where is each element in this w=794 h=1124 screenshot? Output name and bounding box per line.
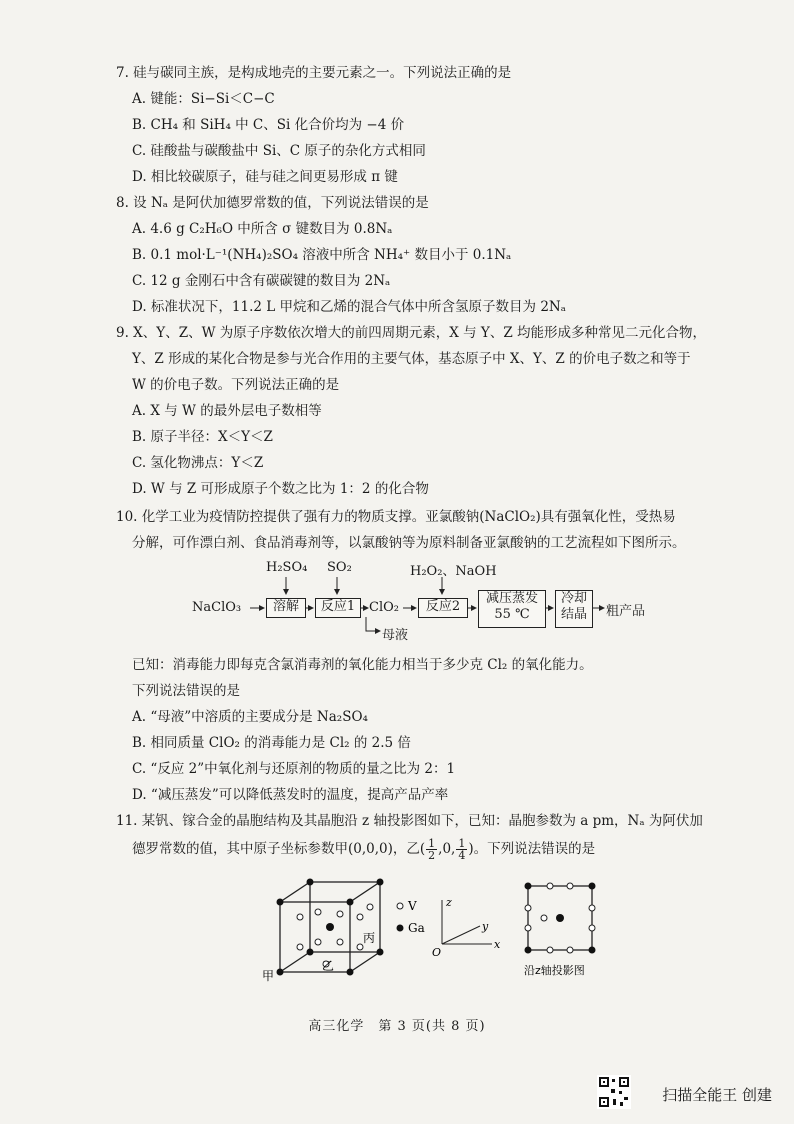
- legend-ga-symbol: [397, 925, 404, 932]
- q10-option-b: B. 相同质量 ClO₂ 的消毒能力是 Cl₂ 的 2.5 倍: [132, 735, 411, 751]
- q10-option-a: A. “母液”中溶质的主要成分是 Na₂SO₄: [132, 709, 368, 725]
- crystal-label: 结晶: [560, 607, 587, 622]
- label-yi: 乙: [322, 959, 335, 973]
- fraction-one-half: [426, 838, 437, 861]
- frac1-num: 1: [428, 837, 436, 850]
- legend-v-symbol: [397, 903, 403, 909]
- axis-z-label: z: [446, 896, 452, 909]
- q11-stem-text-b: )。下列说法错误的是: [468, 841, 596, 857]
- reagent-h2o2-naoh: H₂O₂、NaOH: [410, 564, 497, 579]
- step-reaction1: 反应1: [315, 598, 361, 618]
- q9-option-a: A. X 与 W 的最外层电子数相等: [132, 403, 322, 419]
- q7-stem: 7. 硅与碳同主族，是构成地壳的主要元素之一。下列说法正确的是: [116, 65, 512, 81]
- evap-temp: 55 ℃: [494, 607, 530, 622]
- step-dissolve: 溶解: [266, 598, 306, 618]
- q10-known: 已知：消毒能力即每克含氯消毒剂的氧化能力相当于多少克 Cl₂ 的氧化能力。: [132, 657, 593, 673]
- q9-option-b: B. 原子半径：X＜Y＜Z: [132, 429, 273, 445]
- axis-origin-label: O: [432, 946, 442, 959]
- q11-coord-mid: ,0,: [438, 841, 456, 857]
- projection-caption: 沿z轴投影图: [524, 964, 585, 977]
- scanner-watermark: 扫描全能王 创建: [662, 1086, 772, 1104]
- projection-ga-atoms: [525, 883, 596, 954]
- page-footer: 高三化学 第 3 页(共 8 页): [308, 1019, 486, 1034]
- q11-stem-line1: 11. 某钒、镓合金的晶胞结构及其晶胞沿 z 轴投影图如下，已知：晶胞参数为 a pm，Nₐ 为阿伏加: [116, 813, 703, 829]
- q9-stem-line3: W 的价电子数。下列说法正确的是: [132, 377, 340, 393]
- cool-label: 冷却: [560, 591, 587, 606]
- step-reaction2: 反应2: [418, 598, 468, 618]
- fraction-one-quarter: [456, 838, 467, 861]
- legend-v: V: [408, 899, 417, 913]
- byproduct-mother-liquor: 母液: [382, 628, 409, 643]
- q7-option-b: B. CH₄ 和 SiH₄ 中 C、Si 化合价均为 −4 价: [132, 117, 405, 133]
- frac2-num: 1: [458, 837, 466, 850]
- frac2-den: 4: [458, 849, 466, 862]
- step-vacuum-evaporation: [478, 590, 546, 628]
- q9-stem-line2: Y、Z 形成的某化合物是参与光合作用的主要气体，基态原子中 X、Y、Z 的价电子数之和等于: [132, 351, 691, 367]
- feed-naclo3: NaClO₃: [192, 600, 242, 615]
- q8-option-a: A. 4.6 g C₂H₆O 中所含 σ 键数目为 0.8Nₐ: [132, 221, 393, 237]
- q8-stem: 8. 设 Nₐ 是阿伏加德罗常数的值，下列说法错误的是: [116, 195, 429, 211]
- q10-option-c: C. “反应 2”中氧化剂与还原剂的物质的量之比为 2：1: [132, 761, 456, 777]
- evap-label: 减压蒸发: [485, 591, 538, 606]
- q8-option-d: D. 标准状况下，11.2 L 甲烷和乙烯的混合气体中所含氢原子数目为 2Nₐ: [132, 299, 566, 315]
- product-crude: 粗产品: [606, 604, 646, 619]
- q10-option-d: D. “减压蒸发”可以降低蒸发时的温度，提高产品产率: [132, 787, 449, 803]
- qr-code-icon: [597, 1075, 631, 1109]
- q7-option-c: C. 硅酸盐与碳酸盐中 Si、C 原子的杂化方式相同: [132, 143, 426, 159]
- q8-option-b: B. 0.1 mol·L⁻¹(NH₄)₂SO₄ 溶液中所含 NH₄⁺ 数目小于 0.1Nₐ: [132, 247, 512, 263]
- legend-ga: Ga: [408, 921, 425, 935]
- q11-stem-text-a: 德罗常数的值，其中原子坐标参数甲(0,0,0)，乙(: [132, 841, 426, 857]
- step-cooling-crystallization: [555, 590, 593, 628]
- q11-stem-line2: [132, 838, 595, 866]
- label-bing: 丙: [363, 931, 376, 945]
- reagent-so2: SO₂: [327, 560, 352, 575]
- v-atoms: [297, 904, 376, 967]
- q9-option-c: C. 氢化物沸点：Y＜Z: [132, 455, 264, 471]
- reagent-h2so4: H₂SO₄: [266, 560, 308, 575]
- q10-stem-line2: 分解，可作漂白剂、食品消毒剂等，以氯酸钠等为原料制备亚氯酸钠的工艺流程如下图所示。: [132, 535, 686, 551]
- q7-option-a: A. 键能：Si−Si＜C−C: [132, 91, 275, 107]
- axis-x-label: x: [494, 938, 501, 951]
- q8-option-c: C. 12 g 金刚石中含有碳碳键的数目为 2Nₐ: [132, 273, 391, 289]
- q10-ask: 下列说法错误的是: [132, 683, 240, 699]
- q9-stem-line1: 9. X、Y、Z、W 为原子序数依次增大的前四周期元素，X 与 Y、Z 均能形成多种常见二元化合物，: [116, 325, 707, 341]
- crystal-cell-figure: [260, 872, 620, 992]
- q10-stem-line1: 10. 化学工业为疫情防控提供了强有力的物质支撑。亚氯酸钠(NaClO₂)具有强氧化性，受热易: [116, 509, 676, 525]
- label-jia: 甲: [262, 969, 275, 983]
- q9-option-d: D. W 与 Z 可形成原子个数之比为 1：2 的化合物: [132, 481, 429, 497]
- axis-y-label: y: [482, 920, 489, 933]
- intermediate-clo2: ClO₂: [369, 600, 399, 615]
- frac1-den: 2: [428, 849, 436, 862]
- q7-option-d: D. 相比较碳原子，硅与硅之间更易形成 π 键: [132, 169, 398, 185]
